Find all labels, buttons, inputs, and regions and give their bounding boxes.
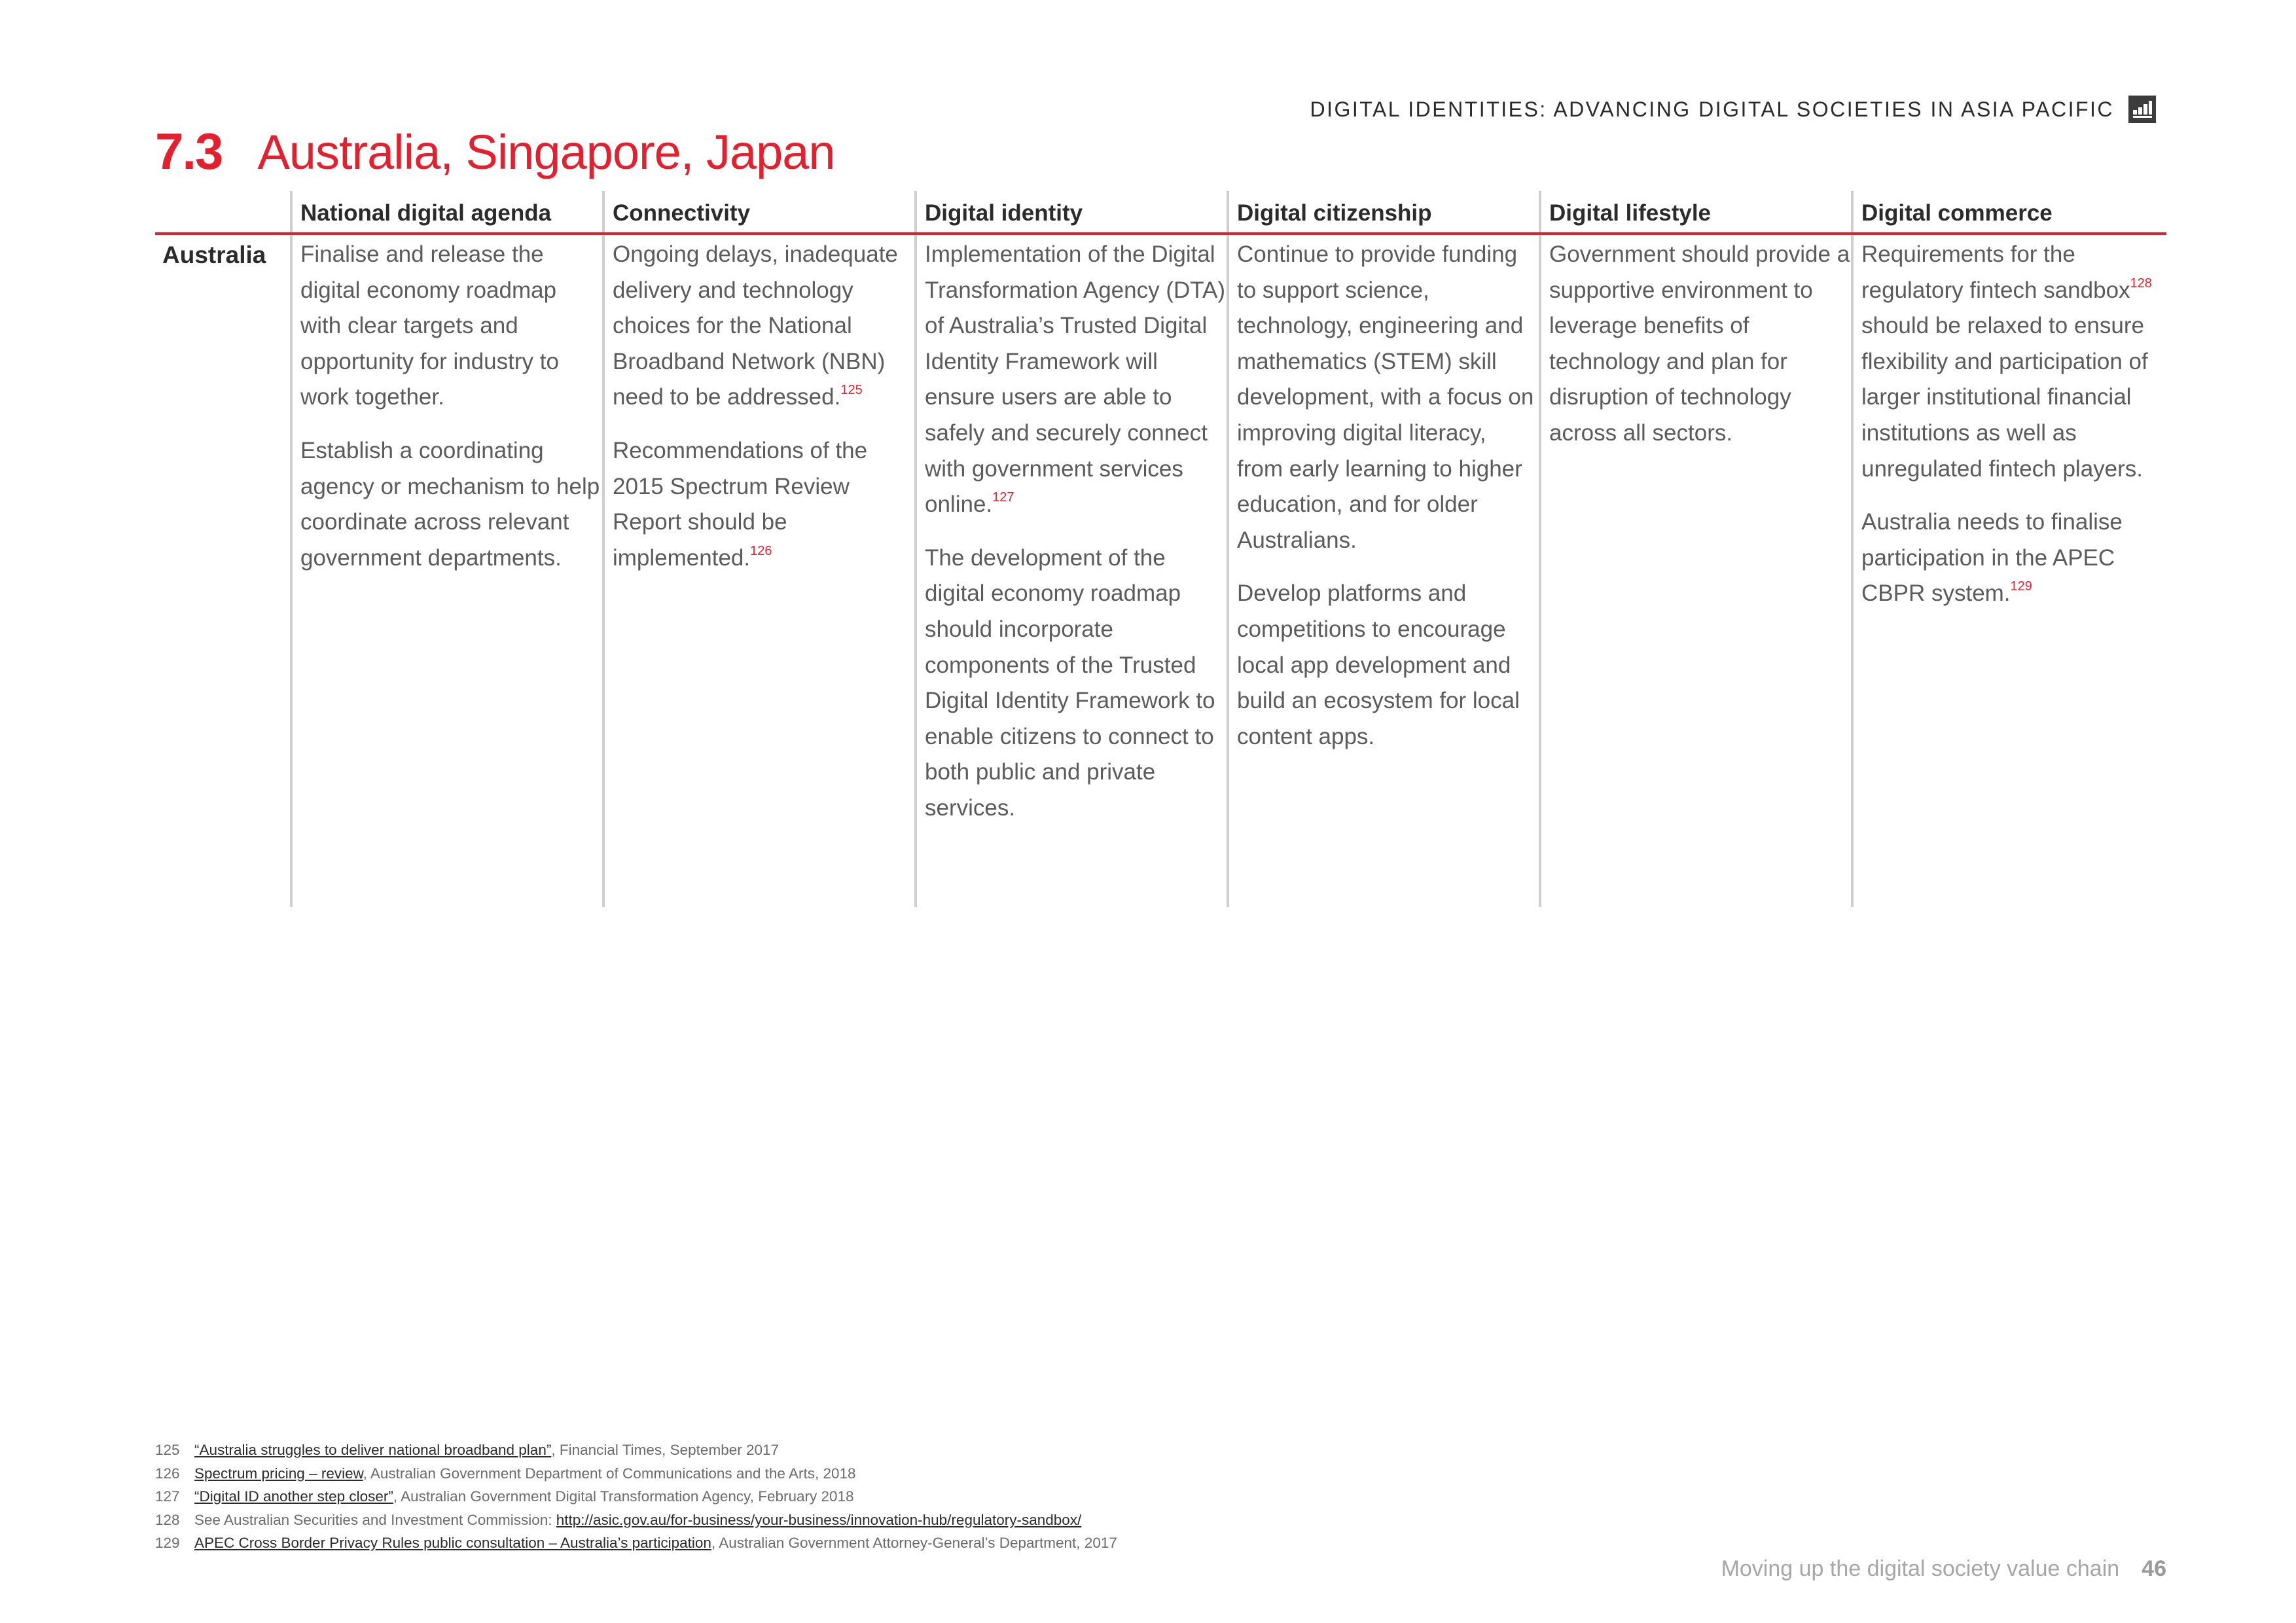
footnote-number: 127 (155, 1488, 180, 1505)
footer-text: Moving up the digital society value chain (1721, 1556, 2120, 1581)
paragraph-text: Ongoing delays, inadequate delivery and technology choices for the National Broadband Network (NBN) need to be addressed. (613, 241, 898, 410)
paragraph-text: Implementation of the Digital Transformation Agency (DTA) of Australia’s Trusted Digital Identity Framework will ensure users are able to safely and securely connect with government services online. (925, 241, 1226, 518)
footnote-number: 128 (155, 1511, 180, 1528)
section-heading (155, 122, 835, 181)
column-divider (602, 191, 605, 907)
footnote-number: 129 (155, 1535, 180, 1551)
cell-paragraph: Government should provide a supportive environment to leverage benefits of technology and plan for disruption of technology across all sectors. (1549, 241, 1850, 446)
paragraph-text: Australia needs to finalise participation in the APEC CBPR system. (1861, 509, 2123, 607)
cell-paragraph (613, 237, 914, 416)
cell-digital-identity (925, 237, 1226, 844)
cell-paragraph (613, 433, 914, 576)
column-header-digital-lifestyle: Digital lifestyle (1549, 200, 1712, 226)
column-divider (914, 191, 917, 907)
section-title: Australia, Singapore, Japan (257, 125, 835, 179)
column-header-digital-identity: Digital identity (925, 200, 1083, 226)
cell-paragraph: Establish a coordinating agency or mechanism to help coordinate across relevant government departments. (300, 437, 600, 571)
cell-digital-commerce (1861, 237, 2162, 630)
row-label-australia: Australia (162, 241, 266, 268)
footnote-text: , Australian Government Digital Transformation Agency, February 2018 (393, 1488, 854, 1505)
cell-national-digital-agenda (300, 237, 601, 594)
footnote-link[interactable]: “Australia struggles to deliver national broadband plan” (194, 1442, 552, 1458)
cell-paragraph: Develop platforms and competitions to encourage local app development and build an ecosystem for local content apps. (1237, 580, 1520, 749)
cell-digital-citizenship (1237, 237, 1538, 772)
footnote-ref[interactable]: 129 (2010, 579, 2032, 594)
column-divider (290, 191, 293, 907)
cell-connectivity (613, 237, 914, 594)
section-number: 7.3 (155, 122, 223, 180)
footnote (155, 1485, 1117, 1508)
cell-paragraph: Continue to provide funding to support science, technology, engineering and mathematics (STEM) skill development, with a focus on improving digital literacy, from early learning to higher education, and for older Australians. (1237, 241, 1534, 553)
footnotes (155, 1438, 1117, 1555)
column-header-national-digital-agenda: National digital agenda (300, 200, 552, 226)
footnote-ref[interactable]: 127 (992, 490, 1014, 505)
footnote-ref[interactable]: 126 (750, 543, 772, 558)
footnote-text: , Financial Times, September 2017 (551, 1442, 780, 1458)
column-divider (1851, 191, 1854, 907)
running-header (1310, 96, 2156, 123)
page-number: 46 (2142, 1556, 2166, 1581)
footnote (155, 1531, 1117, 1555)
footnote-ref[interactable]: 128 (2130, 276, 2152, 291)
cell-paragraph (1861, 505, 2162, 612)
cell-digital-lifestyle (1549, 237, 1850, 469)
country-recommendations-table (155, 191, 2166, 907)
footnote-link[interactable]: Spectrum pricing – review (194, 1465, 363, 1482)
footnote (155, 1462, 1117, 1486)
footnote-text: See Australian Securities and Investment Commission: (194, 1511, 556, 1528)
column-header-digital-commerce: Digital commerce (1861, 200, 2053, 226)
header-rule (155, 232, 2166, 235)
paragraph-text: Requirements for the regulatory fintech sandbox (1861, 241, 2130, 303)
running-title: DIGITAL IDENTITIES: ADVANCING DIGITAL SOCIETIES IN ASIA PACIFIC (1310, 97, 2114, 121)
cell-paragraph: The development of the digital economy roadmap should incorporate components of the Trusted Digital Identity Framework to enable citizens to connect to both public and private services. (925, 544, 1215, 821)
footnote-link[interactable]: “Digital ID another step closer” (194, 1488, 393, 1505)
cell-paragraph (1861, 237, 2162, 487)
column-divider (1539, 191, 1541, 907)
column-header-digital-citizenship: Digital citizenship (1237, 200, 1432, 226)
column-divider (1227, 191, 1229, 907)
footnote-link[interactable]: http://asic.gov.au/for-business/your-business/innovation-hub/regulatory-sandbox/ (556, 1511, 1082, 1528)
footnote-text: , Australian Government Attorney-General’s Department, 2017 (711, 1535, 1117, 1551)
column-header-connectivity: Connectivity (613, 200, 751, 226)
footnote-number: 126 (155, 1465, 180, 1482)
paragraph-text: Recommendations of the 2015 Spectrum Review Report should be implemented. (613, 437, 868, 571)
footnote-number: 125 (155, 1442, 180, 1458)
bar-chart-logo-icon (2128, 96, 2156, 123)
footnote (155, 1508, 1117, 1532)
footnote-ref[interactable]: 125 (840, 383, 863, 398)
cell-paragraph: Finalise and release the digital economy roadmap with clear targets and opportunity for industry to work together. (300, 241, 559, 410)
footnote-link[interactable]: APEC Cross Border Privacy Rules public consultation – Australia’s participation (194, 1535, 711, 1551)
footnote-text: , Australian Government Department of Communications and the Arts, 2018 (363, 1465, 856, 1482)
paragraph-text: should be relaxed to ensure flexibility and participation of larger institutional financial institutions as well as unregulated fintech players. (1861, 313, 2148, 482)
cell-paragraph (925, 237, 1226, 523)
footnote (155, 1438, 1117, 1462)
page-footer (1721, 1556, 2166, 1582)
